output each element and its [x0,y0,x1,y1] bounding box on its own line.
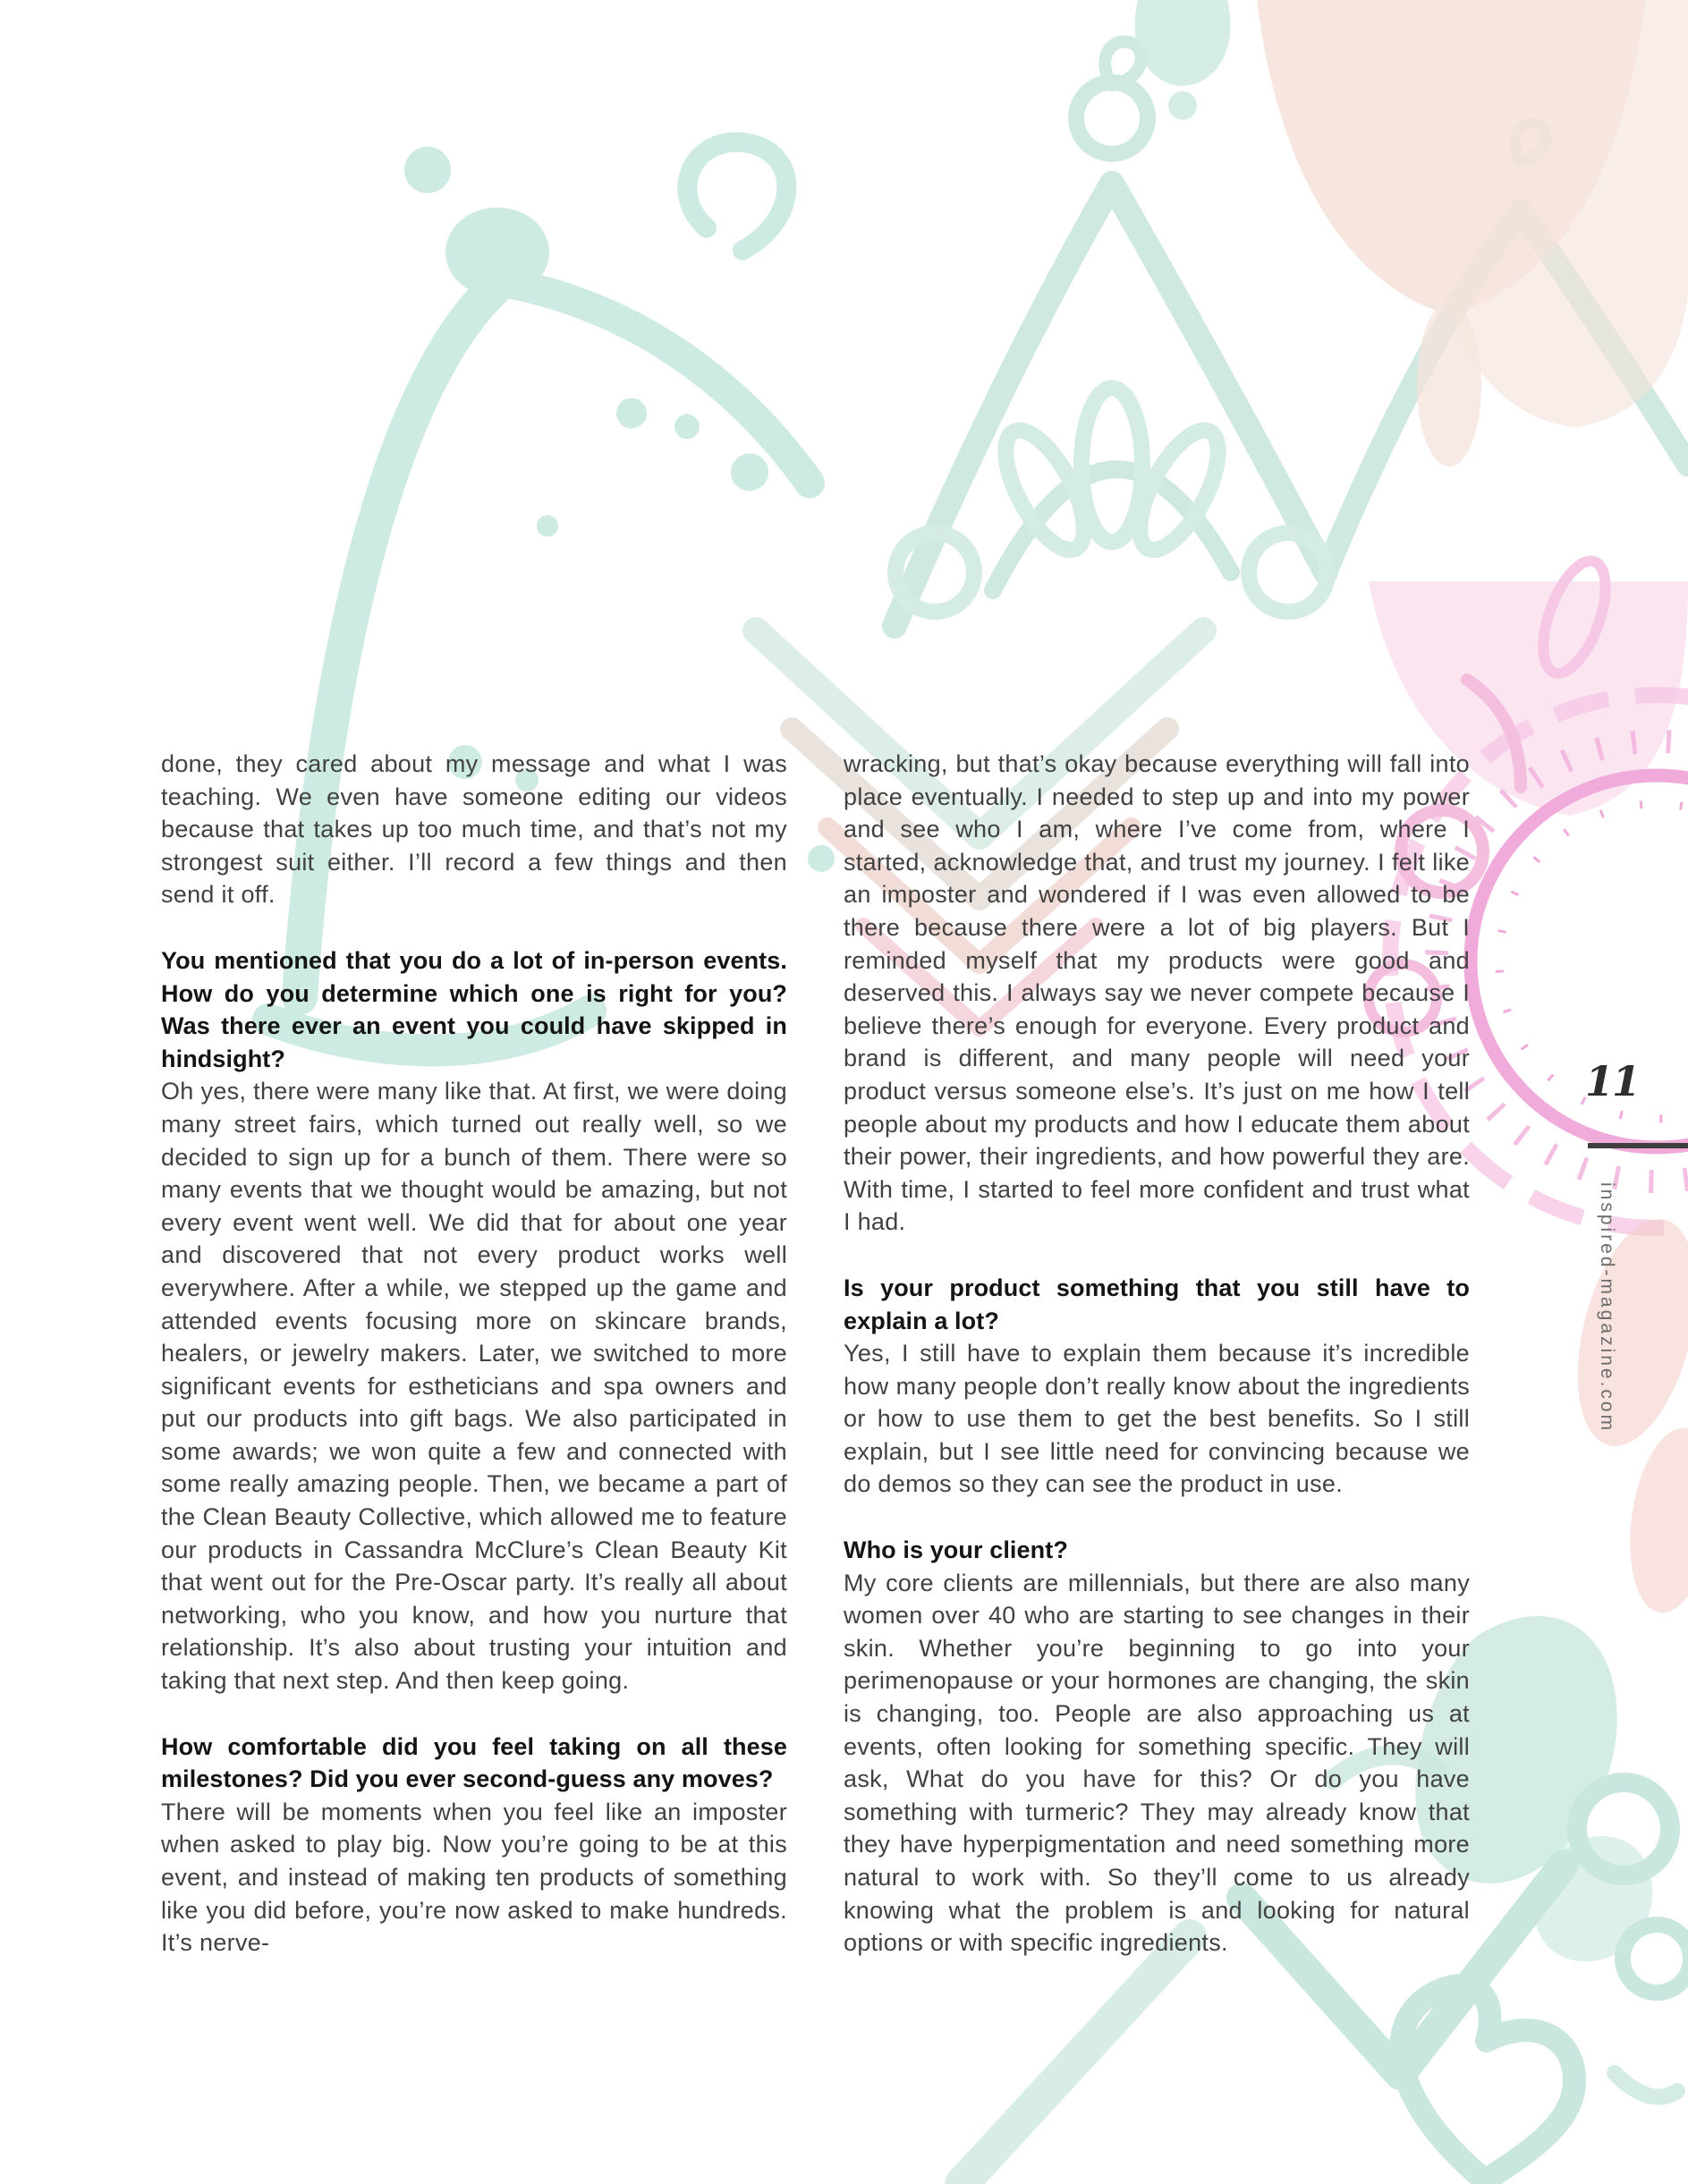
magazine-website-link: inspired-magazine.com [1597,1182,1617,1434]
interview-question-heading: You mentioned that you do a lot of in-person events. How do you determine which one is right for you? Was there ever an event you could have skipped in hindsight? [161,946,787,1072]
body-paragraph: done, they cared about my message and what I was teaching. We even have someone editing our videos because that takes up too much time, and that’s not my strongest suit either. I’ll record a few things and then send it off. [161,750,787,909]
body-paragraph: There will be moments when you feel like an imposter when asked to play big. Now you’re going to be at this event, and instead of making ten products of something like you did before, you’re now asked to make hundreds. It’s nerve- [161,1798,787,1957]
body-paragraph: My core clients are millennials, but there are also many women over 40 who are starting to see changes in their skin. Whether you’re beginning to go into your perimenopause or your hormones are changing, the skin is changing, too. People are also approaching us at events, often looking for something specific. They will ask, What do you have for this? Or do you have something with turmeric? They may already know that they have hyperpigmentation and need something more natural to work with. So they’ll come to us already knowing what the problem is and looking for natural options or with specific ingredients. [844,1569,1470,1957]
side-rule-divider [1588,1143,1688,1148]
article-columns [161,748,1470,1960]
page-number: 11 [1585,1057,1640,1105]
article-column-left [161,748,787,1960]
body-paragraph: Oh yes, there were many like that. At first, we were doing many street fairs, which turned out really well, so we decided to sign up for a bunch of them. There were so many events that we thought would be amazing, but not every event went well. We did that for about one year and discovered that not every product works well everywhere. After a while, we stepped up the game and attended events focusing more on skincare brands, healers, or jewelry makers. Later, we switched to more significant events for estheticians and spa owners and put our products into gift bags. We also participated in some awards; we won quite a few and connected with some really amazing people. Then, we became a part of the Clean Beauty Collective, which allowed me to feature our products in Cassandra McClure’s Clean Beauty Kit that went out for the Pre-Oscar party. It’s really all about networking, who you know, and how you nurture that relationship. It’s also about trusting your intuition and taking that next step. And then keep going. [161,1078,787,1695]
body-paragraph: wracking, but that’s okay because everything will fall into place eventually. I needed to step up and into my power and see who I am, where I’ve come from, where I started, acknowledge that, and trust my journey. I felt like an imposter and wondered if I was even allowed to be there because there were a lot of big players. But I reminded myself that my products were good and deserved this. I always say we never compete because I believe there’s enough for everyone. Every product and brand is different, and many people will need your product versus someone else’s. It’s just on me how I tell people about my products and how I educate them about their power, their ingredients, and how powerful they are. With time, I started to feel more confident and trust what I had. [844,750,1470,1236]
interview-question-heading: How comfortable did you feel taking on all these milestones? Did you ever second-guess any moves? [161,1732,787,1793]
article-column-right [844,748,1470,1960]
interview-question-heading: Is your product something that you still have to explain a lot? [844,1274,1470,1334]
interview-question-heading: Who is your client? [844,1536,1068,1564]
body-paragraph: Yes, I still have to explain them because it’s incredible how many people don’t really know about the ingredients or how to use them to get the best benefits. So I still explain, but I see little need for convincing because we do demos so they can see the product in use. [844,1340,1470,1498]
